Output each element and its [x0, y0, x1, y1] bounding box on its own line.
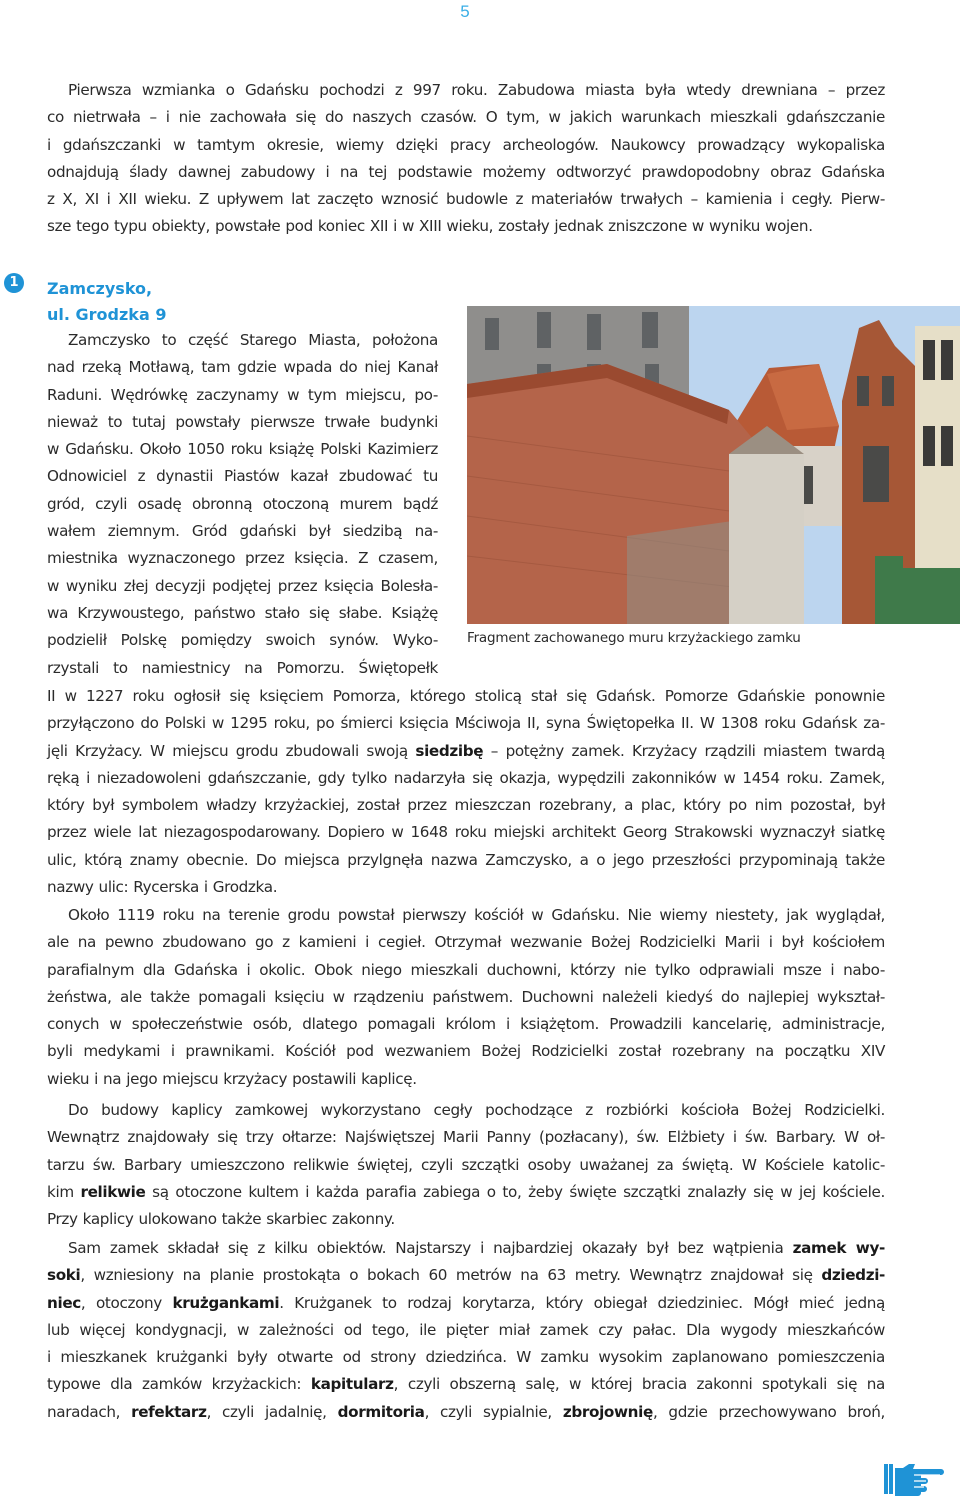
- bold-term: niec: [47, 1293, 81, 1312]
- bold-term: krużgankami: [172, 1293, 280, 1312]
- text-line: typowe dla zamków krzyżackich: kapitularz, czyli obszerną salę, w której bracia zakonni spotykali się na: [47, 1375, 885, 1394]
- text-line: Odnowiciel z dynastii Piastów kazał zbudować tu: [47, 467, 438, 486]
- text-line: w wyniku złej decyzji podjętej przez księcia Bolesła-: [47, 576, 438, 595]
- text-line: gród, czyli osadę obronną otoczoną murem bądź: [47, 494, 438, 513]
- text-line: wieku i na jego miejscu krzyżacy postawili kaplicę.: [47, 1069, 417, 1088]
- text-line: wa Krzywoustego, państwo stało się słabe. Książę: [47, 603, 438, 622]
- text-line: Przy kaplicy ulokowano także skarbiec zakonny.: [47, 1210, 395, 1229]
- church-paragraph: [47, 902, 885, 1093]
- castle-paragraph: [47, 1235, 885, 1426]
- text-line: miestnika wyznaczonego przez księcia. Z czasem,: [47, 549, 438, 568]
- page-number: 5: [460, 2, 470, 21]
- text-line: przez wiele lat niezagospodarowany. Dopiero w 1648 roku miejski architekt Georg Strakowski wyznaczył siatkę: [47, 823, 885, 842]
- history-paragraph: [47, 683, 885, 901]
- text-line: Pierwsza wzmianka o Gdańsku pochodzi z 997 roku. Zabudowa miasta była wtedy drewniana – przez: [68, 81, 885, 99]
- text-line: jęli Krzyżacy. W miejscu grodu zbudowali swoją siedzibę – potężny zamek. Krzyżacy rządzili miastem twardą: [47, 741, 885, 760]
- text-line: Sam zamek składał się z kilku obiektów. Najstarszy i najbardziej okazały był bez wątpienia zamek wy-: [68, 1239, 885, 1257]
- bold-term: refektarz: [131, 1402, 207, 1421]
- section-intro-paragraph: [47, 327, 438, 682]
- text-line: z X, XI i XII wieku. Z upływem lat zaczęto wznosić budowle z materiałów trwałych – kamienia i cegły. Pierw-: [47, 190, 885, 209]
- text-line: Około 1119 roku na terenie grodu powstał pierwszy kościół w Gdańsku. Nie wiemy niestety, jak wyglądał,: [68, 906, 885, 924]
- text-line: co nietrwała – i nie zachowała się do naszych czasów. O tym, w jakich warunkach mieszkali gdańszczanie: [47, 108, 885, 127]
- photo-caption: Fragment zachowanego muru krzyżackiego zamku: [467, 630, 801, 646]
- bold-term: relikwie: [80, 1182, 146, 1201]
- text-line: byli medykami i prawnikami. Kościół pod wezwaniem Bożej Rodzicielki został rozebrany na początku XIV: [47, 1042, 885, 1061]
- text-line: przyłączono do Polski w 1295 roku, po śmierci księcia Mściwoja II, syna Świętopełka II. W 1308 roku Gdańsk za-: [47, 714, 885, 733]
- text-line: ulic, którą znamy obecnie. Do miejsca przylgnęła nazwa Zamczysko, a o jego przeszłości przypominają także: [47, 850, 885, 869]
- text-line: ręką i niezadowoleni gdańszczanie, gdy tylko nadarzyła się okazja, wypędzili zakonników w 1454 roku. Zamek,: [47, 768, 885, 787]
- text-line: podzielił Polskę pomiędzy swoich synów. Wyko-: [47, 631, 438, 650]
- intro-paragraph: [47, 77, 885, 241]
- text-line: rzystali to namiestnicy na Pomorzu. Świętopełk: [47, 658, 438, 677]
- bold-term: siedzibę: [415, 741, 484, 760]
- text-line: odnajdują ślady dawnej zabudowy i na tej podstawie możemy odtworzyć prawdopodobny obraz Gdańska: [47, 162, 885, 181]
- text-line: nad rzeką Motławą, tam gdzie wpada do niej Kanał: [47, 358, 438, 377]
- section-number-badge: 1: [4, 273, 24, 293]
- text-line: nieważ to tutaj powstały pierwsze trwałe budynki: [47, 412, 438, 431]
- chapel-paragraph: [47, 1097, 885, 1233]
- text-line: i mieszkanek krużganki były otwarte od strony dziedzińca. W zamku wysokim zaplanowano pomieszczenia: [47, 1348, 885, 1367]
- bold-term: dziedzi-: [821, 1266, 885, 1285]
- text-line: sze tego typu obiekty, powstałe pod koniec XII i w XIII wieku, zostały jednak zniszczone w wyniku wojen.: [47, 217, 813, 236]
- text-line: który był symbolem władzy krzyżackiej, został przez mieszczan rozebrany, a plac, który po nim pozostał, był: [47, 796, 885, 815]
- text-line: soki, wzniesiony na planie prostokąta o bokach 60 metrów na 63 metry. Wewnątrz znajdował się dziedzi-: [47, 1266, 885, 1285]
- text-line: ale na pewno zbudowano go z kamieni i cegieł. Otrzymał wezwanie Bożej Rodzicielki Marii i był kościołem: [47, 933, 885, 952]
- text-line: Do budowy kaplicy zamkowej wykorzystano cegły pochodzące z rozbiórki kościoła Bożej Rodzicielki.: [68, 1101, 885, 1119]
- text-line: tarzu św. Barbary umieszczono relikwie świętej, czyli szczątki osoby uważanej za świętą. W Kościele katolic-: [47, 1155, 885, 1174]
- text-line: w Gdańsku. Około 1050 roku książę Polski Kazimierz: [47, 440, 438, 459]
- castle-wall-illustration: [467, 306, 960, 624]
- text-line: kim relikwie są otoczone kultem i każda parafia zabiega o to, żeby święte szczątki znalazły się w jej kościele.: [47, 1182, 885, 1201]
- castle-wall-photo: [467, 306, 960, 624]
- text-line: Wewnątrz znajdowały się trzy ołtarze: Najświętszej Marii Panny (pozłacany), św. Elżbiety i św. Barbary. W oł-: [47, 1128, 885, 1147]
- text-line: Zamczysko to część Starego Miasta, położona: [68, 331, 438, 349]
- text-line: lub więcej kondygnacji, w zależności od tego, ile pięter miał zamek czy pałac. Dla wygody mieszkańców: [47, 1320, 885, 1339]
- bold-term: soki: [47, 1266, 81, 1285]
- bold-term: zbrojownię: [562, 1402, 653, 1421]
- text-line: II w 1227 roku ogłosił się księciem Pomorza, którego stolicą stał się Gdańsk. Pomorze Gdańskie ponownie: [47, 687, 885, 705]
- text-line: conych w społeczeństwie osób, dlatego pomagali królom i książętom. Prowadzili kancelarię, administracje,: [47, 1015, 885, 1034]
- section-address: ul. Grodzka 9: [47, 305, 167, 324]
- text-line: naradach, refektarz, czyli jadalnię, dormitoria, czyli sypialnie, zbrojownię, gdzie przechowywano broń,: [47, 1402, 885, 1421]
- text-line: Raduni. Wędrówkę zaczynamy w tym miejscu, po-: [47, 385, 438, 404]
- text-line: i gdańszczanki w tamtym okresie, wiemy dzięki pracy archeologów. Naukowcy prowadzący wykopaliska: [47, 135, 885, 154]
- text-line: nazwy ulic: Rycerska i Grodzka.: [47, 878, 278, 897]
- section-title: Zamczysko,: [47, 279, 153, 298]
- bold-term: zamek wy-: [792, 1239, 885, 1257]
- pointing-hand-icon: [884, 1462, 944, 1496]
- text-line: parafialnym dla Gdańska i okolic. Obok niego mieszkali duchowni, którzy nie tylko odprawiali msze i nabo-: [47, 960, 885, 979]
- text-line: wałem ziemnym. Gród gdański był siedzibą na-: [47, 522, 438, 541]
- text-line: żeństwa, ale także pomagali księciu w rządzeniu państwem. Duchowni należeli kiedyś do najlepiej wykształ-: [47, 987, 885, 1006]
- bold-term: dormitoria: [337, 1402, 425, 1421]
- section-heading: [47, 276, 166, 328]
- bold-term: kapitularz: [310, 1375, 394, 1394]
- text-line: niec, otoczony krużgankami. Krużganek to rodzaj korytarza, który obiegał dziedziniec. Mógł mieć jedną: [47, 1293, 886, 1312]
